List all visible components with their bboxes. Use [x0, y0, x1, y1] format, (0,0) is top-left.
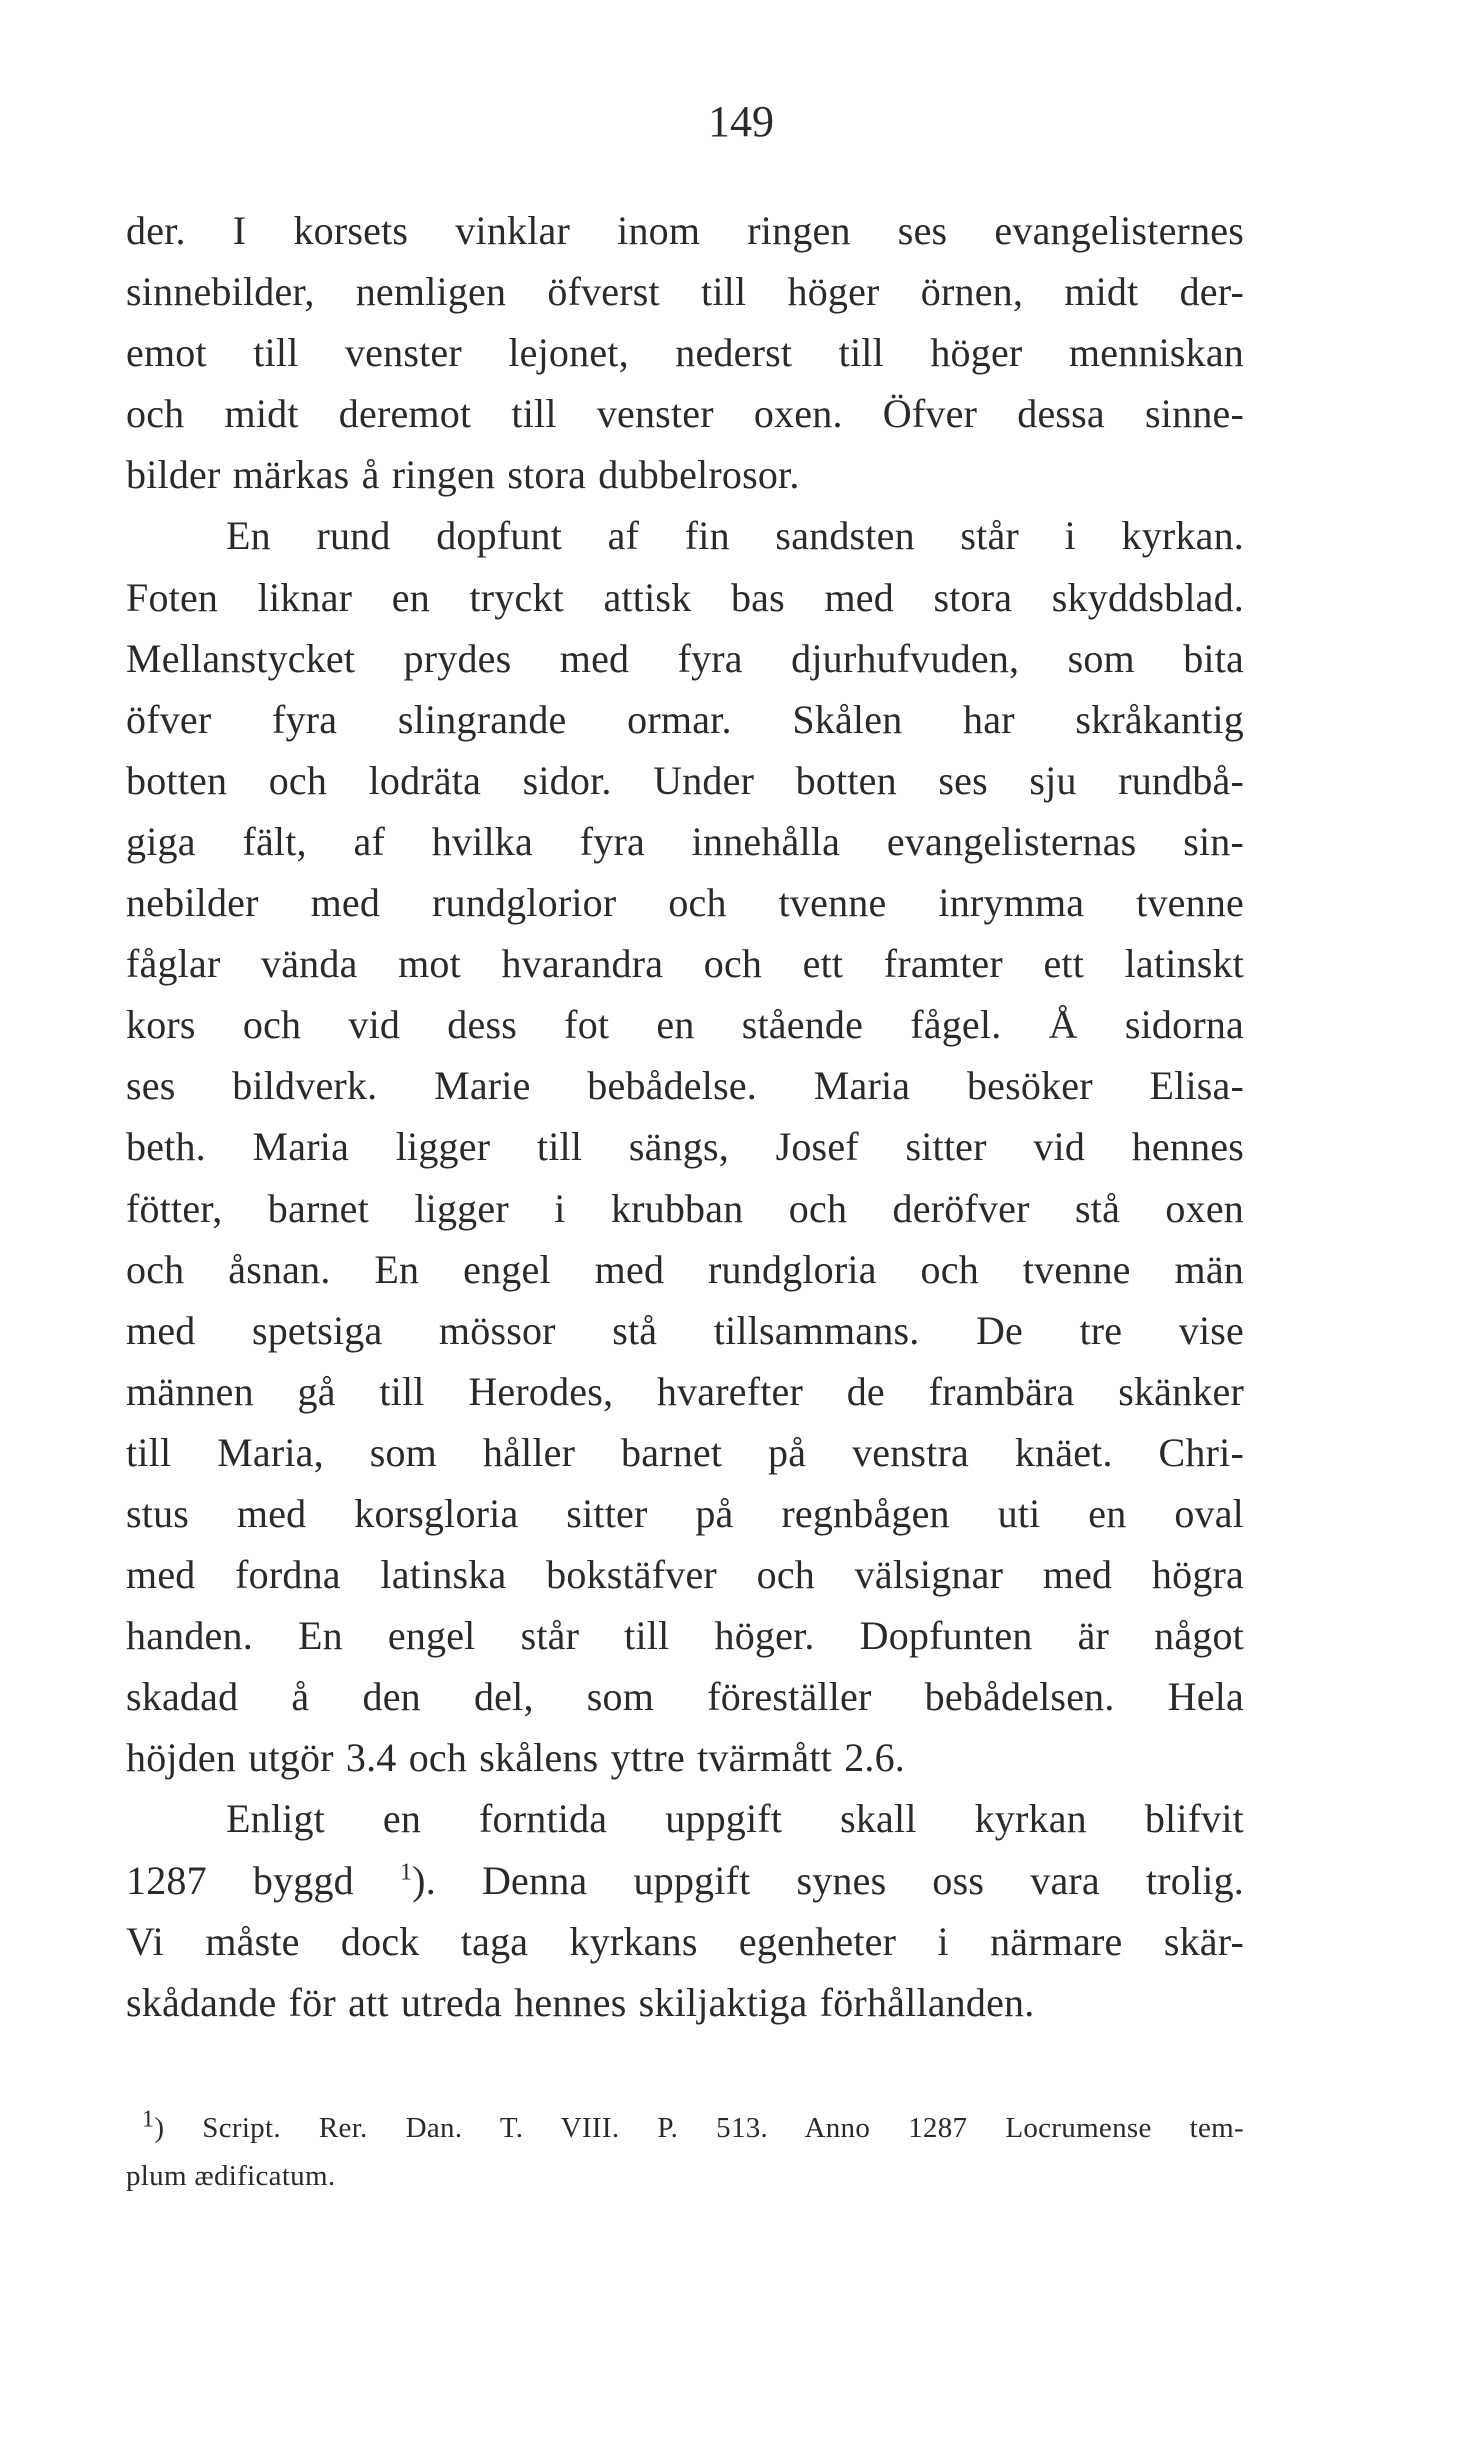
body-line: Mellanstycket prydes med fyra djurhufvuden, som bita: [126, 635, 1244, 681]
body-line: sinnebilder, nemligen öfverst till höger örnen, midt der-: [126, 269, 1244, 315]
footnotes: [126, 2104, 1244, 2200]
body-line: Foten liknar en tryckt attisk bas med stora skyddsblad.: [126, 574, 1244, 620]
body-line-with-footnote: [126, 1850, 1244, 1911]
body-line: botten och lodräta sidor. Under botten ses sju rundbå-: [126, 757, 1244, 803]
body-line: och åsnan. En engel med rundgloria och tvenne män: [126, 1246, 1244, 1292]
body-line: fåglar vända mot hvarandra och ett framter ett latinskt: [126, 941, 1244, 987]
body-line: Enligt en forntida uppgift skall kyrkan blifvit: [226, 1796, 1244, 1842]
footnote-marker: 1: [142, 2106, 155, 2133]
body-text: [126, 200, 1244, 2033]
body-line: fötter, barnet ligger i krubban och deröfver stå oxen: [126, 1185, 1244, 1231]
body-line: handen. En engel står till höger. Dopfunten är något: [126, 1613, 1244, 1659]
body-line: Vi måste dock taga kyrkans egenheter i närmare skär-: [126, 1918, 1244, 1964]
footnote-reference: 1: [399, 1859, 413, 1886]
body-line-segment: 1287 byggd: [126, 1857, 354, 1903]
body-line: ses bildverk. Marie bebådelse. Maria besöker Elisa-: [126, 1063, 1244, 1109]
body-line: till Maria, som håller barnet på venstra knäet. Chri-: [126, 1429, 1244, 1475]
footnote-line: [126, 2104, 1244, 2152]
body-line: stus med korsgloria sitter på regnbågen uti en oval: [126, 1490, 1244, 1536]
body-line: giga fält, af hvilka fyra innehålla evangelisternas sin-: [126, 818, 1244, 864]
body-line: nebilder med rundglorior och tvenne inrymma tvenne: [126, 880, 1244, 926]
footnote-text: ) Script. Rer. Dan. T. VIII. P. 513. Anno 1287 Locrumense tem-: [154, 2112, 1244, 2144]
body-line: skadad å den del, som föreställer bebådelsen. Hela: [126, 1674, 1244, 1720]
body-line: En rund dopfunt af fin sandsten står i kyrkan.: [226, 513, 1244, 559]
body-line: öfver fyra slingrande ormar. Skålen har skråkantig: [126, 696, 1244, 742]
body-line: bilder märkas å ringen stora dubbelrosor.: [126, 452, 800, 498]
body-line: med spetsiga mössor stå tillsammans. De tre vise: [126, 1307, 1244, 1353]
footnote-line: plum ædificatum.: [126, 2160, 336, 2192]
body-line: emot till venster lejonet, nederst till höger menniskan: [126, 330, 1244, 376]
body-line: skådande för att utreda hennes skiljaktiga förhållanden.: [126, 1979, 1035, 2025]
body-line: med fordna latinska bokstäfver och välsignar med högra: [126, 1552, 1244, 1598]
body-line: männen gå till Herodes, hvarefter de frambära skänker: [126, 1368, 1244, 1414]
body-line: höjden utgör 3.4 och skålens yttre tvärmått 2.6.: [126, 1735, 905, 1781]
page-number: 149: [708, 97, 774, 146]
body-line: der. I korsets vinklar inom ringen ses evangelisternes: [126, 208, 1244, 253]
body-line: och midt deremot till venster oxen. Öfver dessa sinne-: [126, 391, 1244, 437]
body-line: kors och vid dess fot en stående fågel. Å sidorna: [126, 1002, 1244, 1048]
body-line-segment: ). Denna uppgift synes oss vara trolig.: [412, 1857, 1245, 1903]
body-line: beth. Maria ligger till sängs, Josef sitter vid hennes: [126, 1124, 1244, 1170]
